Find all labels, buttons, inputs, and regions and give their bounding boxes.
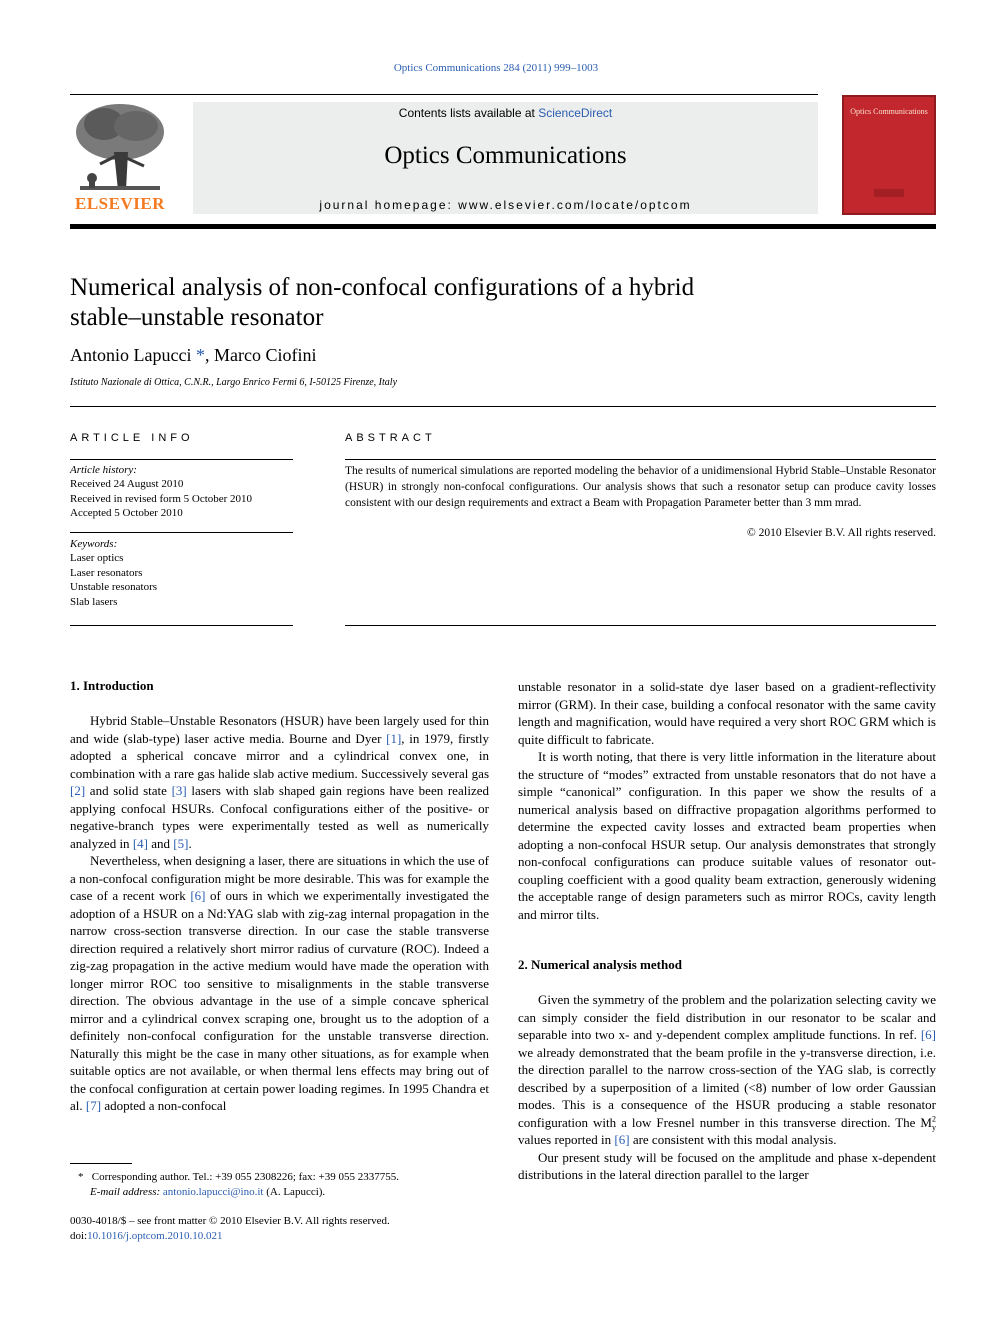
footnote-rule [70,1163,132,1164]
contents-prefix: Contents lists available at [398,106,539,120]
body-column-left [70,712,489,1115]
email-link[interactable]: antonio.lapucci@ino.it [162,1185,264,1198]
text-run: . [188,835,192,851]
email-suffix: (A. Lapucci). [263,1185,326,1198]
history-label: Article history: [70,464,137,476]
keywords-label: Keywords: [70,538,118,550]
author-name[interactable]: Antonio Lapucci [70,345,192,365]
footnote-email [70,1185,500,1200]
header-thick-rule [70,224,936,229]
issn-line: 0030-4018/$ – see front matter © 2010 Elsevier B.V. All rights reserved. [70,1215,390,1227]
body-column-right-top [518,678,936,923]
article-info-heading: ARTICLE INFO [70,432,194,444]
affiliation: Istituto Nazionale di Ottica, C.N.R., Largo Enrico Fermi 6, I-50125 Firenze, Italy [70,377,398,388]
text-run: , in 1979, firstly adopted a spherical concave mirror and a cylindrical convex one, in combination with a rare gas halide slab active medium. Successively several gas [70,730,489,781]
paragraph: Our present study will be focused on the amplitude and phase x-dependent distributions in the lateral direction parallel to the larger [518,1149,936,1182]
elsevier-tree-icon [70,102,170,194]
history-item: Accepted 5 October 2010 [70,507,183,520]
history-item: Received 24 August 2010 [70,478,184,491]
keyword: Laser resonators [70,566,143,579]
text-run: Given the symmetry of the problem and the polarization selecting cavity we can simply consider the field distribution in our resonator to be scalar and separable into two x- and y-dependent complex amplitude functions. In ref. [518,992,936,1042]
article-info-rule [70,625,293,626]
paragraph: It is worth noting, that there is very little information in the literature about the structure of “modes” extracted from unstable resonators that do not have a simple “canonical” configuration. In this paper we show the results of a numerical analysis based on diffractive propagation algorithms performed to determine the expected cavity losses and extracted beam properties when adopting a non-confocal HSUR setup. Our analysis demonstrates that strongly non-confocal configurations can produce suitable values of resonator out-coupling coefficient with a good quality beam extraction, generously widening the acceptable range of design parameters such as mirror ROCs, cavity length and mirror tilts. [518,749,936,922]
elsevier-wordmark: ELSEVIER [75,194,165,213]
abstract-text: The results of numerical simulations are reported modeling the behavior of a unidimensional Hybrid Stable–Unstable Resonator (HSUR) in strongly non-confocal configurations. Our analysis shows that such a resonator setup can produce cavity losses consistent with our design requirements and extract a Beam with Propagation Parameter better than 3 mm mrad. [345,465,936,509]
cover-emblem-icon [844,127,934,217]
text-run: of ours in which we experimentally investigated the adoption of a HSUR on a Nd:YAG slab with zig-zag internal propagation in the narrow cross-section transverse direction. In our case the stable transverse direction required a relatively short mirror radius of curvature (ROC). Indeed a zig-zag propagation in the active medium would have made the operation with longer mirror ROC too sensitive to misalignments in the stable transverse direction. The obvious advantage in the use of a simple concave spherical mirror and a cylindrical convex scraping one, brought us to the adoption of a definitely non-confocal configuration for the unstable transverse direction. Naturally this might be the case in many other situations, as for example when suitable optics are not available, or when thermal lens effects may bring out of the confocal configuration at certain power loading regimes. In 1995 Chandra et al. [70,888,489,1113]
text-run: Hybrid Stable–Unstable Resonators (HSUR) have been largely used for thin and wide (slab-type) laser active media. Bourne and Dyer [70,713,489,746]
author-name[interactable]: Marco Ciofini [213,345,317,365]
article-info-rule [70,532,293,533]
keyword: Laser optics [70,552,124,565]
journal-title: Optics Communications [384,142,627,169]
abstract-rule [345,625,936,626]
keyword: Unstable resonators [70,581,158,594]
abstract-copyright: © 2010 Elsevier B.V. All rights reserved. [747,527,936,539]
header-divider [70,94,818,95]
doi-link[interactable]: 10.1016/j.optcom.2010.10.021 [87,1229,223,1242]
contents-line [193,106,818,120]
text-run: are consistent with this modal analysis. [629,1132,837,1147]
footnote-marker: * [78,1171,84,1183]
reference-link[interactable]: [6] [614,1132,630,1147]
journal-masthead [193,102,818,214]
doi-line [70,1229,500,1244]
text-run: lasers with slab shaped gain regions have been realized applying confocal HSURs. Confocal configurations either of the positive- or negative-branch types were experimentally tested as well as numerically analyzed in [70,783,489,851]
journal-homepage[interactable]: journal homepage: www.elsevier.com/locate/optcom [319,198,692,212]
sciencedirect-link[interactable]: ScienceDirect [538,106,613,120]
article-history [70,463,293,521]
reference-link[interactable]: [2] [70,783,86,798]
footnote [70,1170,500,1199]
article-title: Numerical analysis of non-confocal configurations of a hybrid stable–unstable resonator [70,274,695,331]
reference-link[interactable]: [6] [190,888,206,903]
reference-link[interactable]: [6] [920,1027,936,1042]
corresponding-author-marker[interactable]: * [195,345,205,365]
journal-citation[interactable]: Optics Communications 284 (2011) 999–1003 [393,62,599,74]
section-divider [70,406,936,407]
doi-label: doi: [70,1229,88,1242]
cover-title: Optics Communications [850,107,928,116]
subscript: y [932,1123,936,1133]
author-separator: , [204,345,214,365]
reference-link[interactable]: [7] [85,1098,102,1113]
paragraph: unstable resonator in a solid-state dye laser based on a gradient-reflectivity mirror (GRM). In their case, building a confocal resonator with the same cavity length and magnification, would have required a very short ROC GRM which is quite difficult to fabricate. [518,679,936,747]
email-label: E-mail address: [90,1185,161,1198]
body-column-right-bottom [518,991,936,1184]
section-heading-method: 2. Numerical analysis method [518,957,682,972]
corresponding-text: Corresponding author. Tel.: +39 055 2308226; fax: +39 055 2337755. [91,1171,399,1183]
abstract-rule [345,459,936,460]
journal-cover[interactable] [842,95,936,215]
reference-link[interactable]: [1] [386,730,402,746]
keywords [70,537,293,609]
text-run: values reported in [518,1132,615,1147]
history-item: Received in revised form 5 October 2010 [70,492,253,505]
article-info-rule [70,459,293,460]
footnote-corresponding [70,1170,500,1185]
reference-link[interactable]: [4] [132,835,148,851]
author-list [70,345,316,366]
superscript: 2 [932,1114,936,1124]
paragraph [518,991,936,1149]
reference-link[interactable]: [5] [173,835,189,851]
text-run: and [147,835,174,851]
front-matter [70,1214,500,1243]
text-run: and solid state [85,783,172,798]
text-run: adopted a non-confocal [101,1098,227,1113]
keyword: Slab lasers [70,595,118,608]
section-heading-introduction: 1. Introduction [70,678,154,693]
reference-link[interactable]: [3] [171,783,187,798]
abstract-heading: ABSTRACT [345,432,436,444]
paragraph [70,852,489,1115]
paragraph [70,712,489,852]
text-run: we already demonstrated that the beam profile in the y-transverse direction, i.e. the direction parallel to the narrow cross-section of the YAG slab, is correctly described by a superposition of a limited (<8) number of low order Gaussian modes. This is a consequence of the HSUR producing a stable resonator configuration with a low Fresnel number in this transverse direction. The M [518,1044,936,1130]
text-run: Nevertheless, when designing a laser, there are situations in which the use of a non-confocal configuration might be more desirable. This was for example the case of a recent work [70,853,489,903]
elsevier-logo[interactable] [70,102,170,214]
